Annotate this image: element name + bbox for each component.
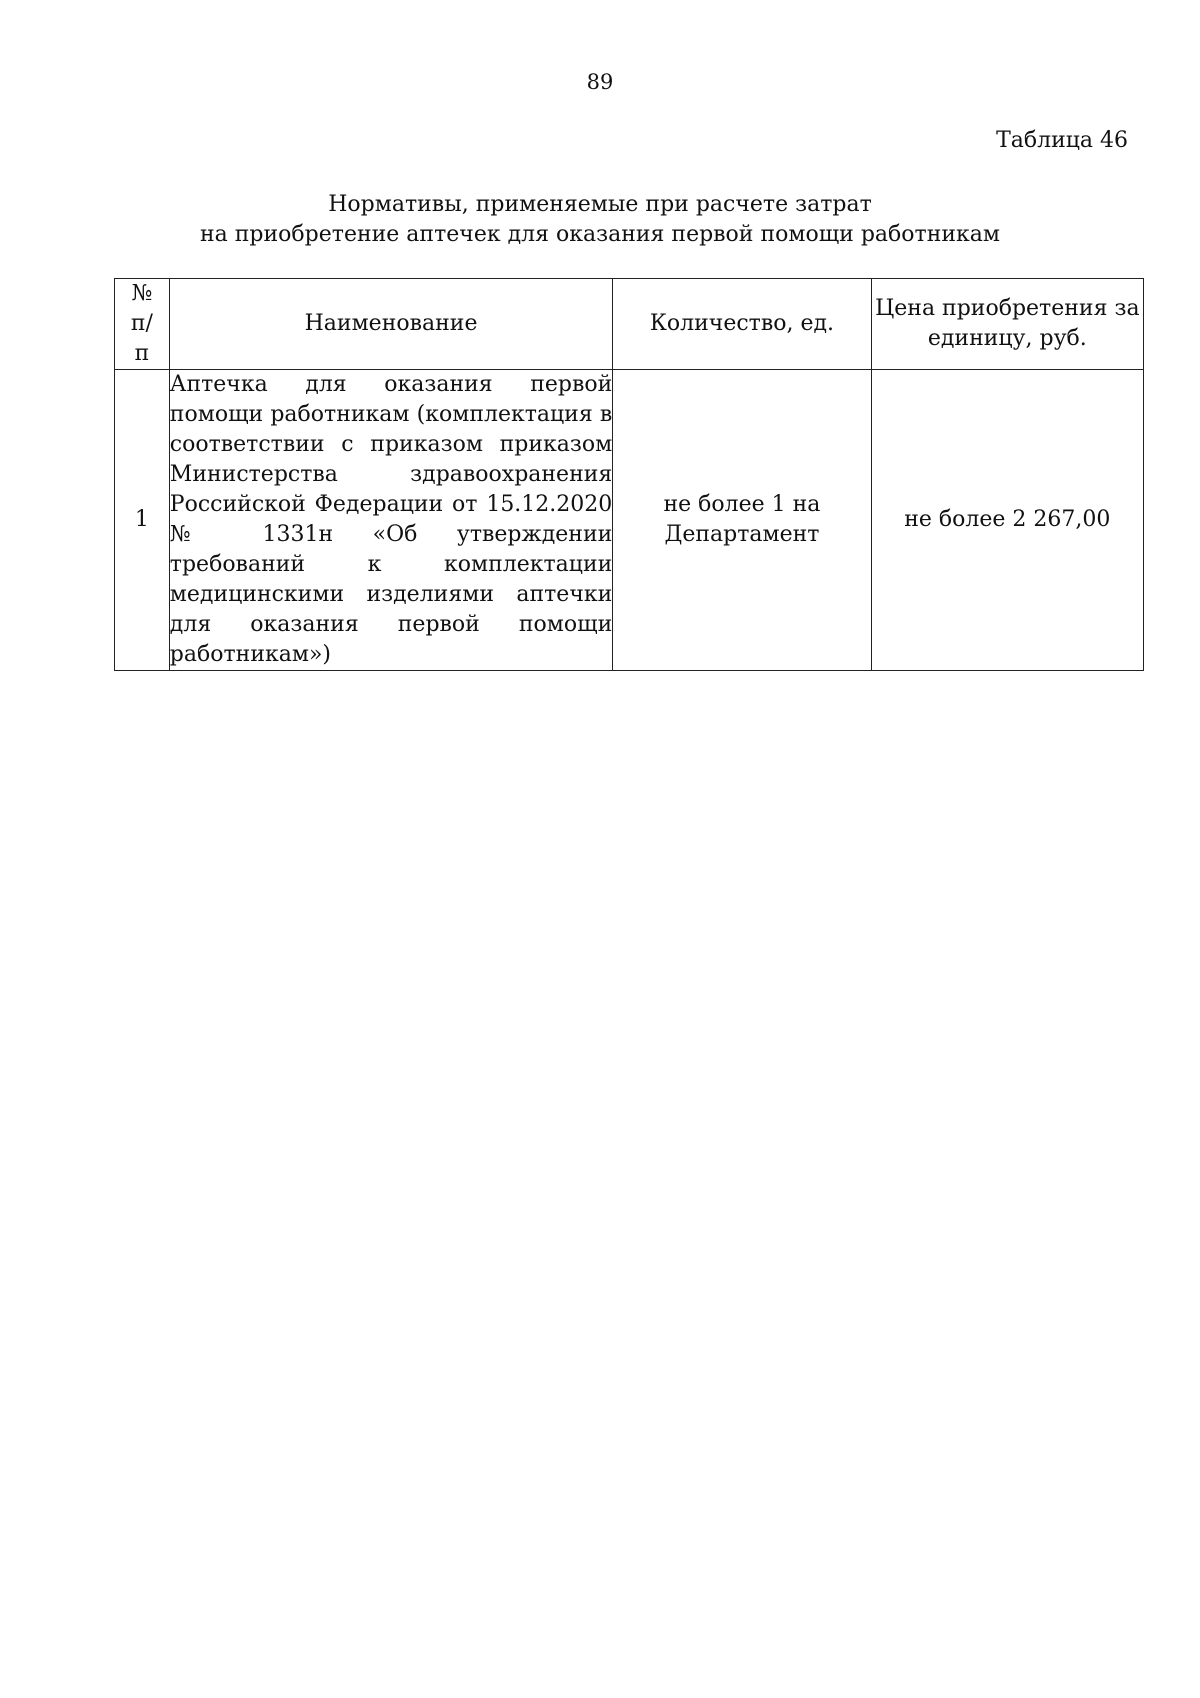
row-name-line: для оказания первой помощи [169,612,613,637]
header-number-line: № [131,281,153,306]
title-line-2: на приобретение аптечек для оказания первой помощи работникам [200,222,1000,247]
row-quantity-line: Департамент [664,522,820,547]
header-price [871,279,1143,370]
table-row [115,370,1144,671]
row-name [169,370,612,671]
row-name-line: помощи работникам (комплектация в [169,402,613,427]
row-name-line: Министерства здравоохранения [169,462,613,487]
header-name: Наименование [169,279,612,370]
header-price-line: единицу, руб. [927,326,1087,351]
row-name-line: Аптечка для оказания первой [169,372,613,397]
row-quantity [613,370,871,671]
row-name-line: Российской Федерации от 15.12.2020 [169,492,613,517]
row-name-line: соответствии с приказом приказом [169,432,613,457]
row-name-line: требований к комплектации [169,552,613,577]
title-line-1: Нормативы, применяемые при расчете затрат [328,192,872,217]
header-number [115,279,170,370]
norms-table [114,278,1144,671]
row-number: 1 [115,370,170,671]
header-price-line: Цена приобретения за [875,296,1140,321]
row-name-line: № 1331н «Об утверждении [169,522,613,547]
table-label: Таблица 46 [996,128,1128,153]
page-number: 89 [586,70,614,94]
row-price: не более 2 267,00 [871,370,1143,671]
row-name-line: медицинскими изделиями аптечки [169,582,613,607]
header-number-line: п [134,341,150,366]
row-quantity-line: не более 1 на [663,492,821,517]
row-name-line: работникам») [169,642,332,667]
document-title [0,190,1200,250]
header-quantity: Количество, ед. [613,279,871,370]
table-header-row [115,279,1144,370]
header-number-line: п/ [130,311,153,336]
